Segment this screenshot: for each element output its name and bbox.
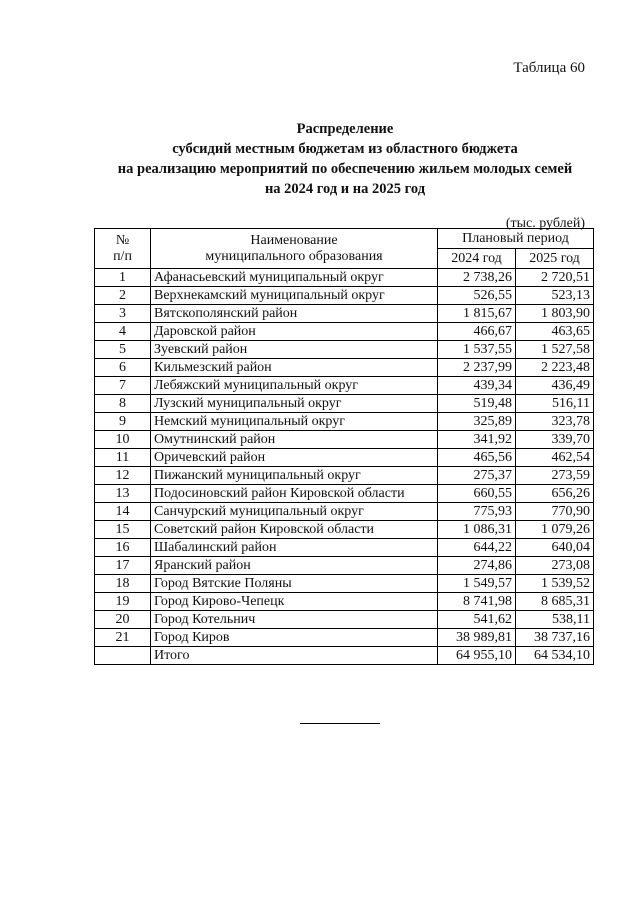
municipality-name: Санчурский муниципальный округ xyxy=(151,503,438,521)
row-number: 18 xyxy=(95,575,151,593)
subsidy-table xyxy=(94,228,594,665)
divider-line xyxy=(300,723,380,724)
value-2024: 439,34 xyxy=(438,377,516,395)
total-label: Итого xyxy=(151,647,438,665)
row-number: 11 xyxy=(95,449,151,467)
value-2025: 2 720,51 xyxy=(516,269,594,287)
value-2024: 644,22 xyxy=(438,539,516,557)
row-number: 10 xyxy=(95,431,151,449)
municipality-name: Подосиновский район Кировской области xyxy=(151,485,438,503)
row-number: 6 xyxy=(95,359,151,377)
value-2025: 436,49 xyxy=(516,377,594,395)
row-number: 20 xyxy=(95,611,151,629)
value-2025: 1 803,90 xyxy=(516,305,594,323)
municipality-name: Город Киров xyxy=(151,629,438,647)
table-row xyxy=(95,611,594,629)
row-number: 1 xyxy=(95,269,151,287)
table-row xyxy=(95,287,594,305)
municipality-name: Афанасьевский муниципальный округ xyxy=(151,269,438,287)
value-2024: 1 086,31 xyxy=(438,521,516,539)
row-number: 16 xyxy=(95,539,151,557)
row-number: 2 xyxy=(95,287,151,305)
value-2024: 274,86 xyxy=(438,557,516,575)
value-2025: 640,04 xyxy=(516,539,594,557)
table-body xyxy=(95,269,594,665)
value-2024: 1 549,57 xyxy=(438,575,516,593)
row-number: 19 xyxy=(95,593,151,611)
total-number-cell xyxy=(95,647,151,665)
value-2024: 465,56 xyxy=(438,449,516,467)
municipality-name: Лебяжский муниципальный округ xyxy=(151,377,438,395)
table-number: Таблица 60 xyxy=(513,60,585,76)
municipality-name: Пижанский муниципальный округ xyxy=(151,467,438,485)
table-row xyxy=(95,431,594,449)
heading-line-2: субсидий местным бюджетам из областного бюджета xyxy=(172,141,518,157)
municipality-name: Лузский муниципальный округ xyxy=(151,395,438,413)
value-2024: 541,62 xyxy=(438,611,516,629)
heading-line-4: на 2024 год и на 2025 год xyxy=(264,181,426,197)
table-row xyxy=(95,359,594,377)
table-row xyxy=(95,341,594,359)
value-2025: 516,11 xyxy=(516,395,594,413)
value-2025: 8 685,31 xyxy=(516,593,594,611)
value-2024: 519,48 xyxy=(438,395,516,413)
value-2025: 1 527,58 xyxy=(516,341,594,359)
value-2024: 1 537,55 xyxy=(438,341,516,359)
table-row xyxy=(95,467,594,485)
municipality-name: Верхнекамский муниципальный округ xyxy=(151,287,438,305)
value-2025: 656,26 xyxy=(516,485,594,503)
value-2025: 462,54 xyxy=(516,449,594,467)
value-2025: 2 223,48 xyxy=(516,359,594,377)
value-2025: 538,11 xyxy=(516,611,594,629)
municipality-name: Шабалинский район xyxy=(151,539,438,557)
municipality-name: Немский муниципальный округ xyxy=(151,413,438,431)
table-row xyxy=(95,629,594,647)
value-2024: 8 741,98 xyxy=(438,593,516,611)
header-year-2025: 2025 год xyxy=(516,249,594,269)
value-2025: 1 079,26 xyxy=(516,521,594,539)
municipality-name: Город Кирово-Чепецк xyxy=(151,593,438,611)
table-row xyxy=(95,485,594,503)
heading-line-3: на реализацию мероприятий по обеспечению жильем молодых семей xyxy=(117,161,573,177)
table-row xyxy=(95,323,594,341)
value-2024: 660,55 xyxy=(438,485,516,503)
table-header-row xyxy=(95,229,594,249)
value-2025: 339,70 xyxy=(516,431,594,449)
row-number: 15 xyxy=(95,521,151,539)
municipality-name: Советский район Кировской области xyxy=(151,521,438,539)
value-2024: 1 815,67 xyxy=(438,305,516,323)
table-row xyxy=(95,449,594,467)
value-2025: 1 539,52 xyxy=(516,575,594,593)
table-row xyxy=(95,575,594,593)
value-2024: 341,92 xyxy=(438,431,516,449)
value-2025: 323,78 xyxy=(516,413,594,431)
row-number: 17 xyxy=(95,557,151,575)
value-2025: 523,13 xyxy=(516,287,594,305)
value-2024: 2 738,26 xyxy=(438,269,516,287)
table-row xyxy=(95,305,594,323)
document-heading xyxy=(80,119,610,199)
value-2025: 273,59 xyxy=(516,467,594,485)
table-row xyxy=(95,557,594,575)
municipality-name: Вятскополянский район xyxy=(151,305,438,323)
value-2025: 38 737,16 xyxy=(516,629,594,647)
municipality-name: Даровской район xyxy=(151,323,438,341)
value-2024: 526,55 xyxy=(438,287,516,305)
row-number: 7 xyxy=(95,377,151,395)
total-row xyxy=(95,647,594,665)
municipality-name: Город Вятские Поляны xyxy=(151,575,438,593)
table-row xyxy=(95,503,594,521)
table-row xyxy=(95,521,594,539)
row-number: 3 xyxy=(95,305,151,323)
table-row xyxy=(95,377,594,395)
value-2024: 775,93 xyxy=(438,503,516,521)
value-2024: 38 989,81 xyxy=(438,629,516,647)
value-2025: 273,08 xyxy=(516,557,594,575)
row-number: 4 xyxy=(95,323,151,341)
row-number: 5 xyxy=(95,341,151,359)
value-2025: 463,65 xyxy=(516,323,594,341)
row-number: 9 xyxy=(95,413,151,431)
header-number: № п/п xyxy=(95,229,151,269)
municipality-name: Омутнинский район xyxy=(151,431,438,449)
header-year-2024: 2024 год xyxy=(438,249,516,269)
table-row xyxy=(95,413,594,431)
municipality-name: Яранский район xyxy=(151,557,438,575)
value-2024: 325,89 xyxy=(438,413,516,431)
header-planning-period: Плановый период xyxy=(438,229,594,249)
units-label: (тыс. рублей) xyxy=(505,216,585,231)
header-municipality: Наименование муниципального образования xyxy=(151,229,438,269)
total-2025: 64 534,10 xyxy=(516,647,594,665)
value-2024: 2 237,99 xyxy=(438,359,516,377)
value-2025: 770,90 xyxy=(516,503,594,521)
table-row xyxy=(95,269,594,287)
municipality-name: Город Котельнич xyxy=(151,611,438,629)
municipality-name: Оричевский район xyxy=(151,449,438,467)
table-row xyxy=(95,539,594,557)
row-number: 8 xyxy=(95,395,151,413)
row-number: 13 xyxy=(95,485,151,503)
row-number: 14 xyxy=(95,503,151,521)
total-2024: 64 955,10 xyxy=(438,647,516,665)
row-number: 12 xyxy=(95,467,151,485)
municipality-name: Зуевский район xyxy=(151,341,438,359)
table-row xyxy=(95,395,594,413)
row-number: 21 xyxy=(95,629,151,647)
heading-line-1: Распределение xyxy=(296,121,394,137)
municipality-name: Кильмезский район xyxy=(151,359,438,377)
table-row xyxy=(95,593,594,611)
value-2024: 275,37 xyxy=(438,467,516,485)
value-2024: 466,67 xyxy=(438,323,516,341)
